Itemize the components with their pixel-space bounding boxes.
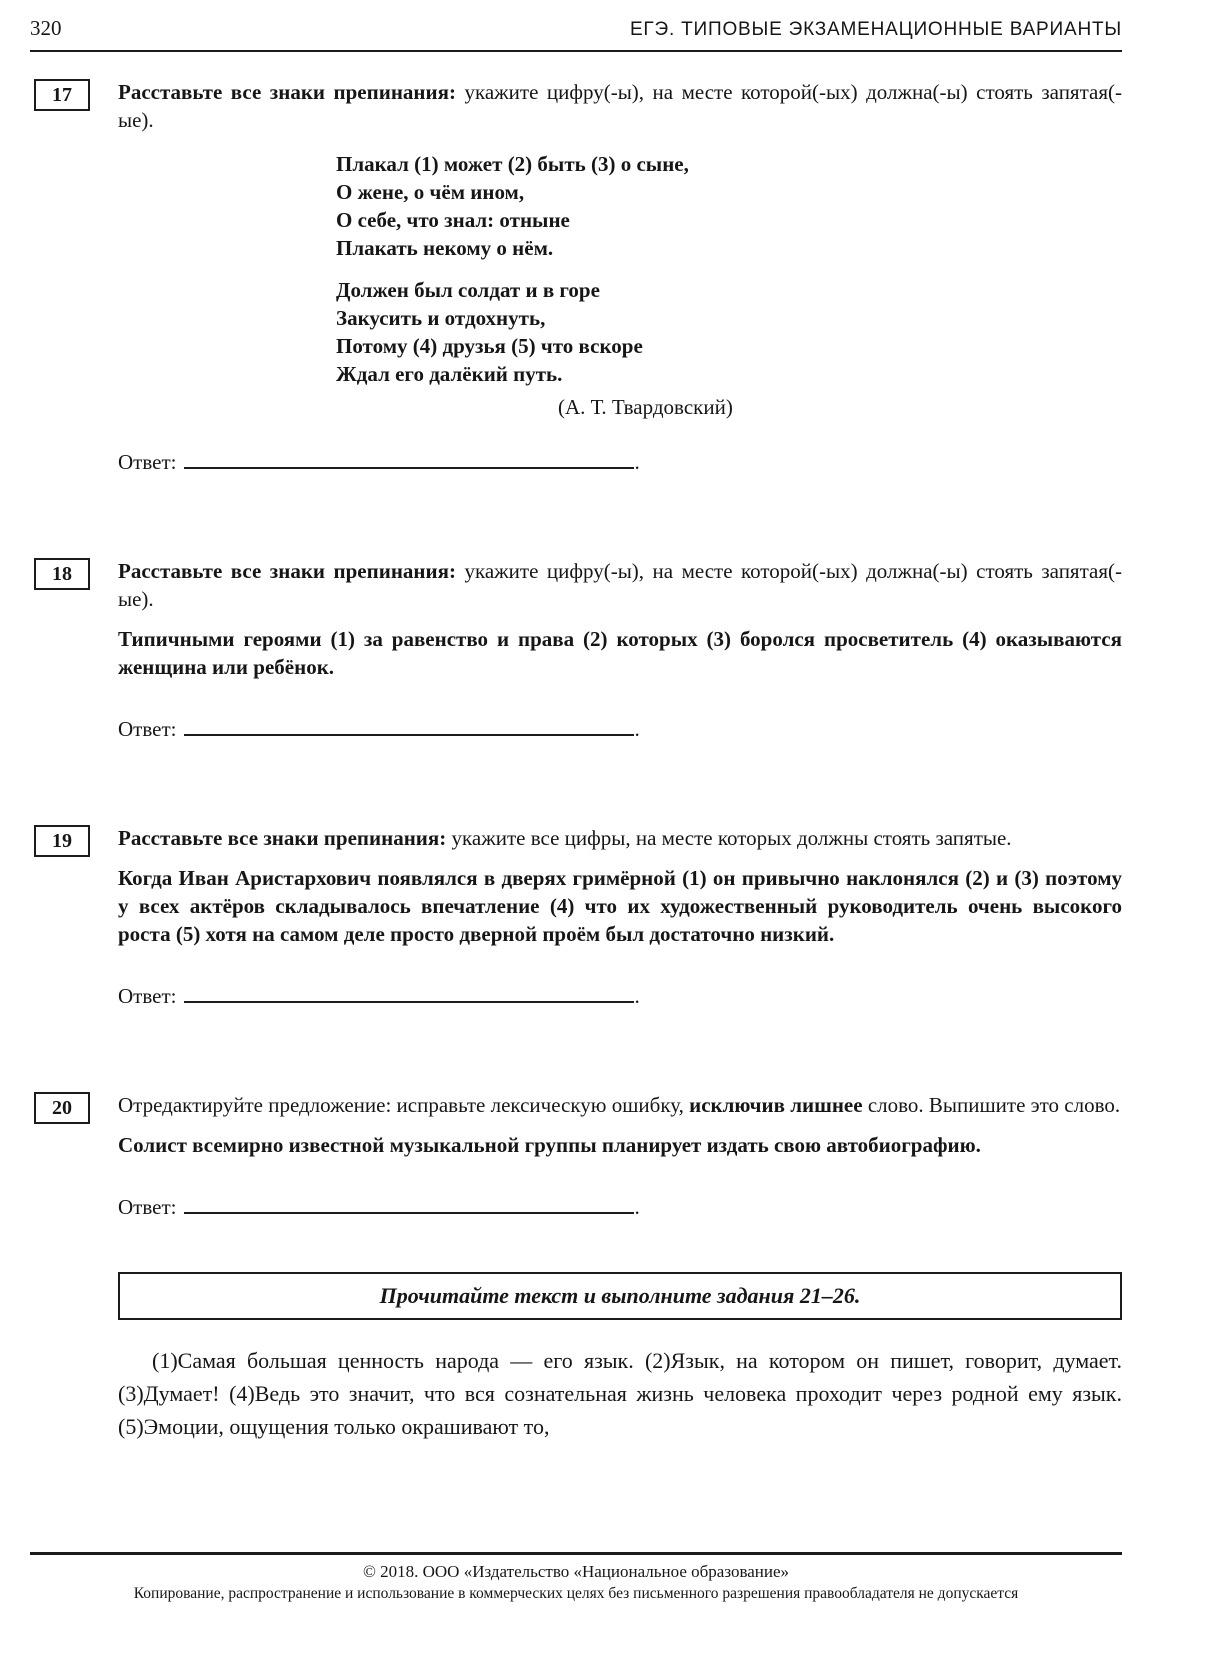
- poem-line: Ждал его далёкий путь.: [336, 362, 563, 386]
- answer-blank: [184, 987, 634, 1003]
- copyright-notice: Копирование, распространение и использование в коммерческих целях без письменного разрешения правообладателя не допускается: [133, 1585, 1019, 1602]
- passage-paragraph: (1)Самая большая ценность народа — его язык. (2)Язык, на котором он пишет, говорит, думает. (3)Думает! (4)Ведь это значит, что вся сознательная жизнь человека проходит через родной ему язык. (5)Эмоции, ощущения только окрашивают то,: [118, 1348, 1122, 1439]
- answer-blank: [184, 720, 634, 736]
- page-header: [30, 16, 1122, 52]
- poem-line: Закусить и отдохнуть,: [336, 306, 546, 330]
- instruction-rest: укажите все цифры, на месте которых должны стоять запятые.: [446, 826, 1012, 850]
- instruction-post: слово. Выпишите это слово.: [862, 1093, 1121, 1117]
- poem-line: Плакал (1) может (2) быть (3) о сыне,: [336, 152, 689, 176]
- answer-line: [118, 984, 1122, 1009]
- task-number-box: [34, 1092, 90, 1124]
- reading-instruction-box: [118, 1272, 1122, 1320]
- answer-line: [118, 717, 1122, 742]
- instruction-bold: Расставьте все знаки препинания:: [118, 826, 447, 850]
- page-content: [52, 78, 1122, 1443]
- task-number: 18: [52, 562, 72, 585]
- task-number: 20: [52, 1096, 72, 1119]
- task-instruction: [118, 1091, 1122, 1119]
- answer-period: .: [634, 984, 640, 1008]
- instruction-rest: укажите цифру(-ы), на месте которой(-ых) должна(-ы) стоять запятая(-ые).: [118, 559, 1122, 611]
- page-number: 320: [30, 16, 62, 40]
- answer-period: .: [634, 717, 640, 741]
- poem-block: [336, 150, 1122, 388]
- instruction-bold: Расставьте все знаки препинания:: [118, 80, 456, 104]
- task-20: [52, 1091, 1122, 1220]
- answer-line: [118, 450, 1122, 475]
- task-number-box: [34, 825, 90, 857]
- answer-blank: [184, 453, 634, 469]
- answer-period: .: [634, 1195, 640, 1219]
- poem-line: Потому (4) друзья (5) что вскоре: [336, 334, 643, 358]
- answer-label: Ответ:: [118, 984, 177, 1008]
- task-instruction: [118, 557, 1122, 613]
- task-sentence: Солист всемирно известной музыкальной группы планирует издать свою автобиографию.: [118, 1133, 981, 1157]
- task-instruction: [118, 78, 1122, 134]
- task-number: 19: [52, 829, 72, 852]
- task-18: [52, 557, 1122, 742]
- answer-period: .: [634, 450, 640, 474]
- answer-label: Ответ:: [118, 1195, 177, 1219]
- copyright-line: © 2018. ООО «Издательство «Национальное образование»: [362, 1562, 790, 1581]
- poem-line: О себе, что знал: отныне: [336, 208, 570, 232]
- answer-line: [118, 1195, 1122, 1220]
- poem-stanza-1: [336, 150, 1122, 262]
- task-number-box: [34, 558, 90, 590]
- reading-instruction-text: Прочитайте текст и выполните задания 21–26.: [379, 1283, 861, 1308]
- instruction-bold: Расставьте все знаки препинания:: [118, 559, 456, 583]
- answer-blank: [184, 1198, 634, 1214]
- instruction-pre: Отредактируйте предложение: исправьте лексическую ошибку,: [118, 1093, 690, 1117]
- poem-stanza-2: [336, 276, 1122, 388]
- task-sentence: Когда Иван Аристархович появлялся в дверях гримёрной (1) он привычно наклонялся (2) и (3) поэтому у всех актёров складывалось впечатление (4) что их художественный руководитель очень высокого роста (5) хотя на самом деле просто дверной проём был достаточно низкий.: [118, 866, 1122, 946]
- poem-line: О жене, о чём ином,: [336, 180, 525, 204]
- task-number-box: [34, 79, 90, 111]
- page-footer: [30, 1552, 1122, 1603]
- instruction-rest: укажите цифру(-ы), на месте которой(-ых) должна(-ы) стоять запятая(-ые).: [118, 80, 1122, 132]
- page-header-title: ЕГЭ. ТИПОВЫЕ ЭКЗАМЕНАЦИОННЫЕ ВАРИАНТЫ: [629, 19, 1122, 40]
- answer-label: Ответ:: [118, 717, 177, 741]
- task-sentence: Типичными героями (1) за равенство и права (2) которых (3) боролся просветитель (4) оказываются женщина или ребёнок.: [118, 627, 1122, 679]
- task-17: [52, 78, 1122, 475]
- instruction-bold: исключив лишнее: [689, 1093, 863, 1117]
- answer-label: Ответ:: [118, 450, 177, 474]
- poem-line: Должен был солдат и в горе: [336, 278, 600, 302]
- task-19: [52, 824, 1122, 1009]
- poem-attribution: (А. Т. Твардовский): [558, 395, 733, 419]
- task-instruction: [118, 824, 1122, 852]
- poem-line: Плакать некому о нём.: [336, 236, 554, 260]
- task-number: 17: [52, 83, 72, 106]
